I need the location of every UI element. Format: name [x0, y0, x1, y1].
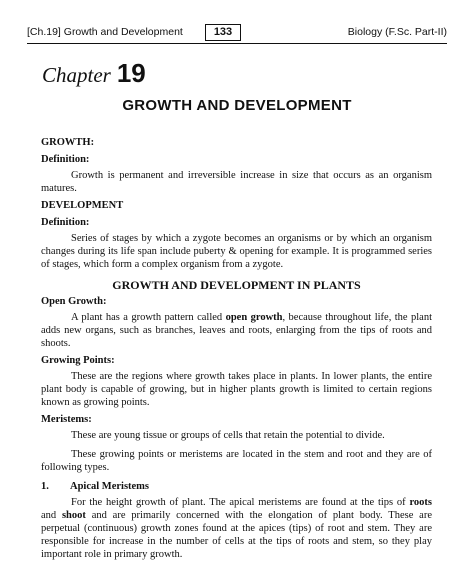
meristems-label: Meristems:: [41, 414, 92, 425]
apical-term-roots: roots: [409, 497, 432, 508]
open-growth-text-a: A plant has a growth pattern called: [71, 312, 226, 323]
development-heading: DEVELOPMENT: [41, 200, 124, 211]
header-chapter-ref: [Ch.19] Growth and Development: [27, 26, 183, 38]
apical-text-c: and are primarily concerned with the elongation of plant body. These are perpetual (continuous) growth zones found at the apices (tips) of root and stem. They are responsible for increase in the number of cells at the tips of roots and stem, so they play important role in primary growth.: [41, 510, 432, 560]
chapter-title: GROWTH AND DEVELOPMENT: [122, 97, 352, 114]
growth-definition-text: Growth is permanent and irreversible increase in size that occurs as an organism matures.: [41, 170, 432, 194]
apical-meristems-heading: [41, 480, 432, 493]
open-growth-text-b: , because throughout life, the plant adds new organs, such as branches, leaves and roots, enlarging from the tips of roots and shoots.: [41, 312, 432, 349]
open-growth-term: open growth: [225, 312, 283, 323]
growth-heading: GROWTH:: [41, 137, 95, 148]
chapter-heading: [42, 58, 146, 89]
plants-section-heading: GROWTH AND DEVELOPMENT IN PLANTS: [112, 278, 361, 292]
growth-definition-label: Definition:: [41, 154, 90, 165]
apical-number: 1.: [41, 481, 49, 492]
running-header: [27, 25, 447, 42]
page-number: 133: [205, 24, 241, 41]
apical-meristems-text: [41, 496, 432, 561]
header-rule: [27, 43, 447, 44]
apical-text-a: For the height growth of plant. The apical meristems are found at the tips of: [71, 497, 410, 508]
header-book-title: Biology (F.Sc. Part-II): [347, 26, 447, 38]
apical-title: Apical Meristems: [70, 481, 150, 492]
development-definition-text: Series of stages by which a zygote becomes an organisms or by which an organism changes during its life span include puberty & opening for example. It is programmed series of stages, which form a complex organism from a zygote.: [41, 233, 432, 270]
open-growth-text: [41, 311, 432, 350]
open-growth-label: Open Growth:: [41, 296, 107, 307]
meristems-text-1: These are young tissue or groups of cells that retain the potential to divide.: [71, 430, 385, 441]
meristems-text-2: These growing points or meristems are located in the stem and root and they are of following types.: [41, 449, 432, 473]
apical-term-shoot: shoot: [61, 510, 86, 521]
growing-points-label: Growing Points:: [41, 355, 115, 366]
development-definition-label: Definition:: [41, 217, 90, 228]
chapter-number: 19: [116, 58, 146, 88]
growing-points-text: These are the regions where growth takes place in plants. In lower plants, the entire plant body is capable of growing, but in higher plants growth is limited to certain regions known as growing points.: [41, 371, 432, 408]
apical-text-b: and: [41, 510, 62, 521]
page-body: [41, 136, 432, 561]
chapter-word: Chapter: [42, 63, 111, 87]
